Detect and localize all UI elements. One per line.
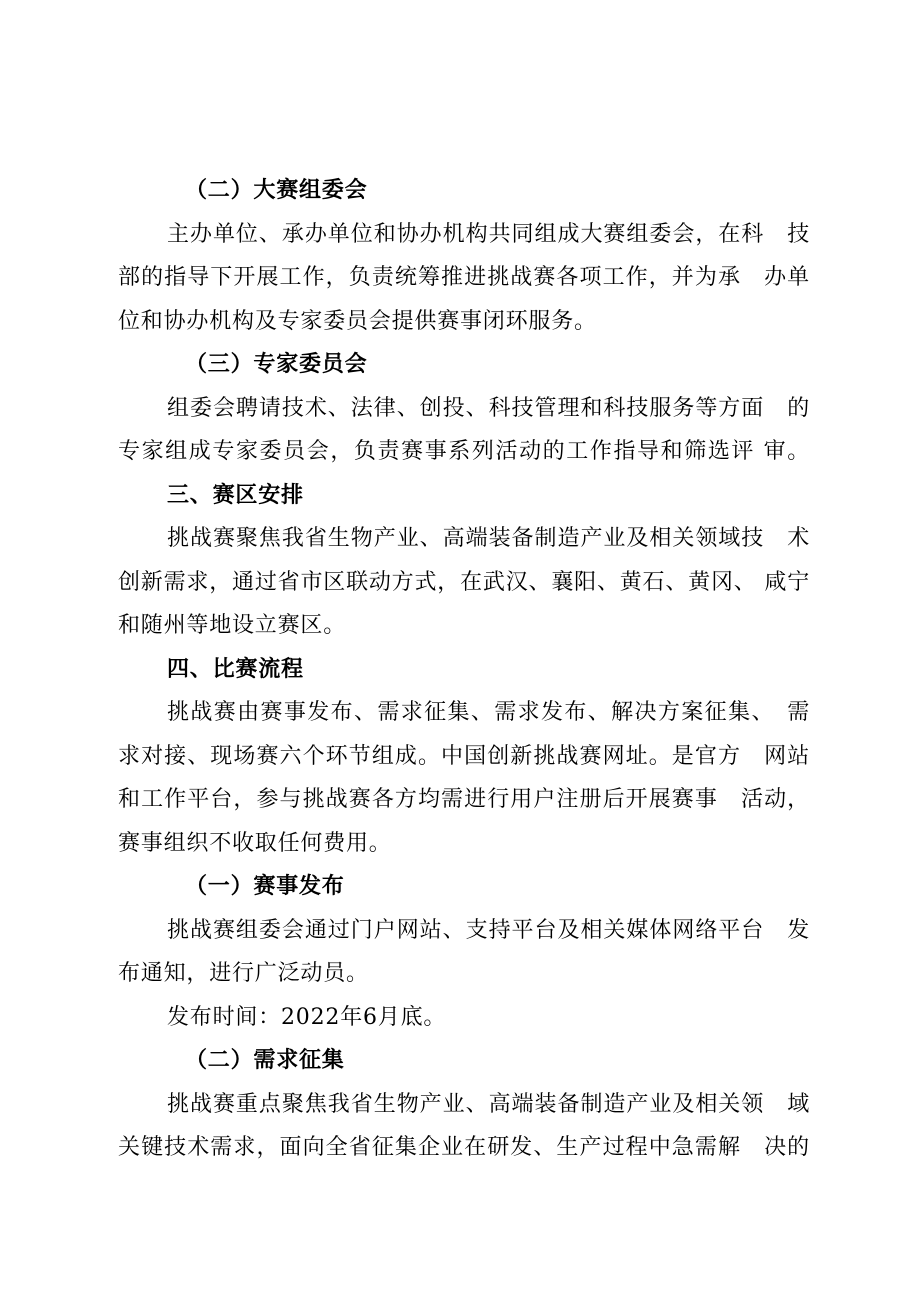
paragraph-line: 求对接、现场赛六个环节组成。中国创新挑战赛网址。是官方 网站 (118, 743, 810, 769)
paragraph-process (118, 691, 810, 865)
paragraph-line: 赛事组织不收取任何费用。 (118, 830, 392, 856)
section-heading-process: 四、比赛流程 (167, 655, 304, 682)
paragraph-line: 布通知，进行广泛动员。 (118, 961, 369, 986)
paragraph-line: 关键技术需求，面向全省征集企业在研发、生产过程中急需解 决的 (118, 1135, 810, 1160)
paragraph-line: 挑战赛聚焦我省生物产业、高端装备制造产业及相关领域技 术 (167, 526, 810, 551)
section-subheading-experts: （三）专家委员会 (185, 351, 368, 377)
paragraph-line: 位和协办机构及专家委员会提供赛事闭环服务。 (118, 308, 597, 334)
paragraph-line: 挑战赛重点聚焦我省生物产业、高端装备制造产业及相关领 域 (167, 1091, 810, 1117)
section-subheading-collection: （二）需求征集 (185, 1047, 345, 1073)
section-heading-divisions: 三、赛区安排 (167, 481, 304, 508)
paragraph-collection (118, 1083, 810, 1170)
paragraph-committee (118, 213, 810, 344)
paragraph-release (118, 909, 810, 996)
paragraph-experts (118, 387, 810, 474)
paragraph-line: 发布时间：2022年6月底。 (167, 1004, 447, 1030)
paragraph-line: 和工作平台，参与挑战赛各方均需进行用户注册后开展赛事 活动， (118, 787, 810, 812)
paragraph-line: 创新需求，通过省市区联动方式，在武汉、襄阳、黄石、黄冈、 咸宁 (118, 569, 810, 595)
paragraph-line: 主办单位、承办单位和协办机构共同组成大赛组委会，在科 技 (167, 221, 810, 247)
paragraph-line: 组委会聘请技术、法律、创投、科技管理和科技服务等方面 的 (167, 395, 810, 421)
paragraph-release-time (118, 996, 810, 1040)
paragraph-divisions (118, 517, 810, 648)
section-subheading-release: （一）赛事发布 (185, 873, 345, 899)
paragraph-line: 挑战赛由赛事发布、需求征集、需求发布、解决方案征集、 需 (167, 700, 810, 725)
paragraph-line: 专家组成专家委员会，负责赛事系列活动的工作指导和筛选评 审。 (118, 439, 810, 464)
paragraph-line: 和随州等地设立赛区。 (118, 613, 347, 638)
paragraph-line: 挑战赛组委会通过门户网站、支持平台及相关媒体网络平台 发 (167, 917, 810, 943)
paragraph-line: 部的指导下开展工作，负责统筹推进挑战赛各项工作，并为承 办单 (118, 265, 810, 290)
section-subheading-committee: （二）大赛组委会 (185, 177, 368, 203)
